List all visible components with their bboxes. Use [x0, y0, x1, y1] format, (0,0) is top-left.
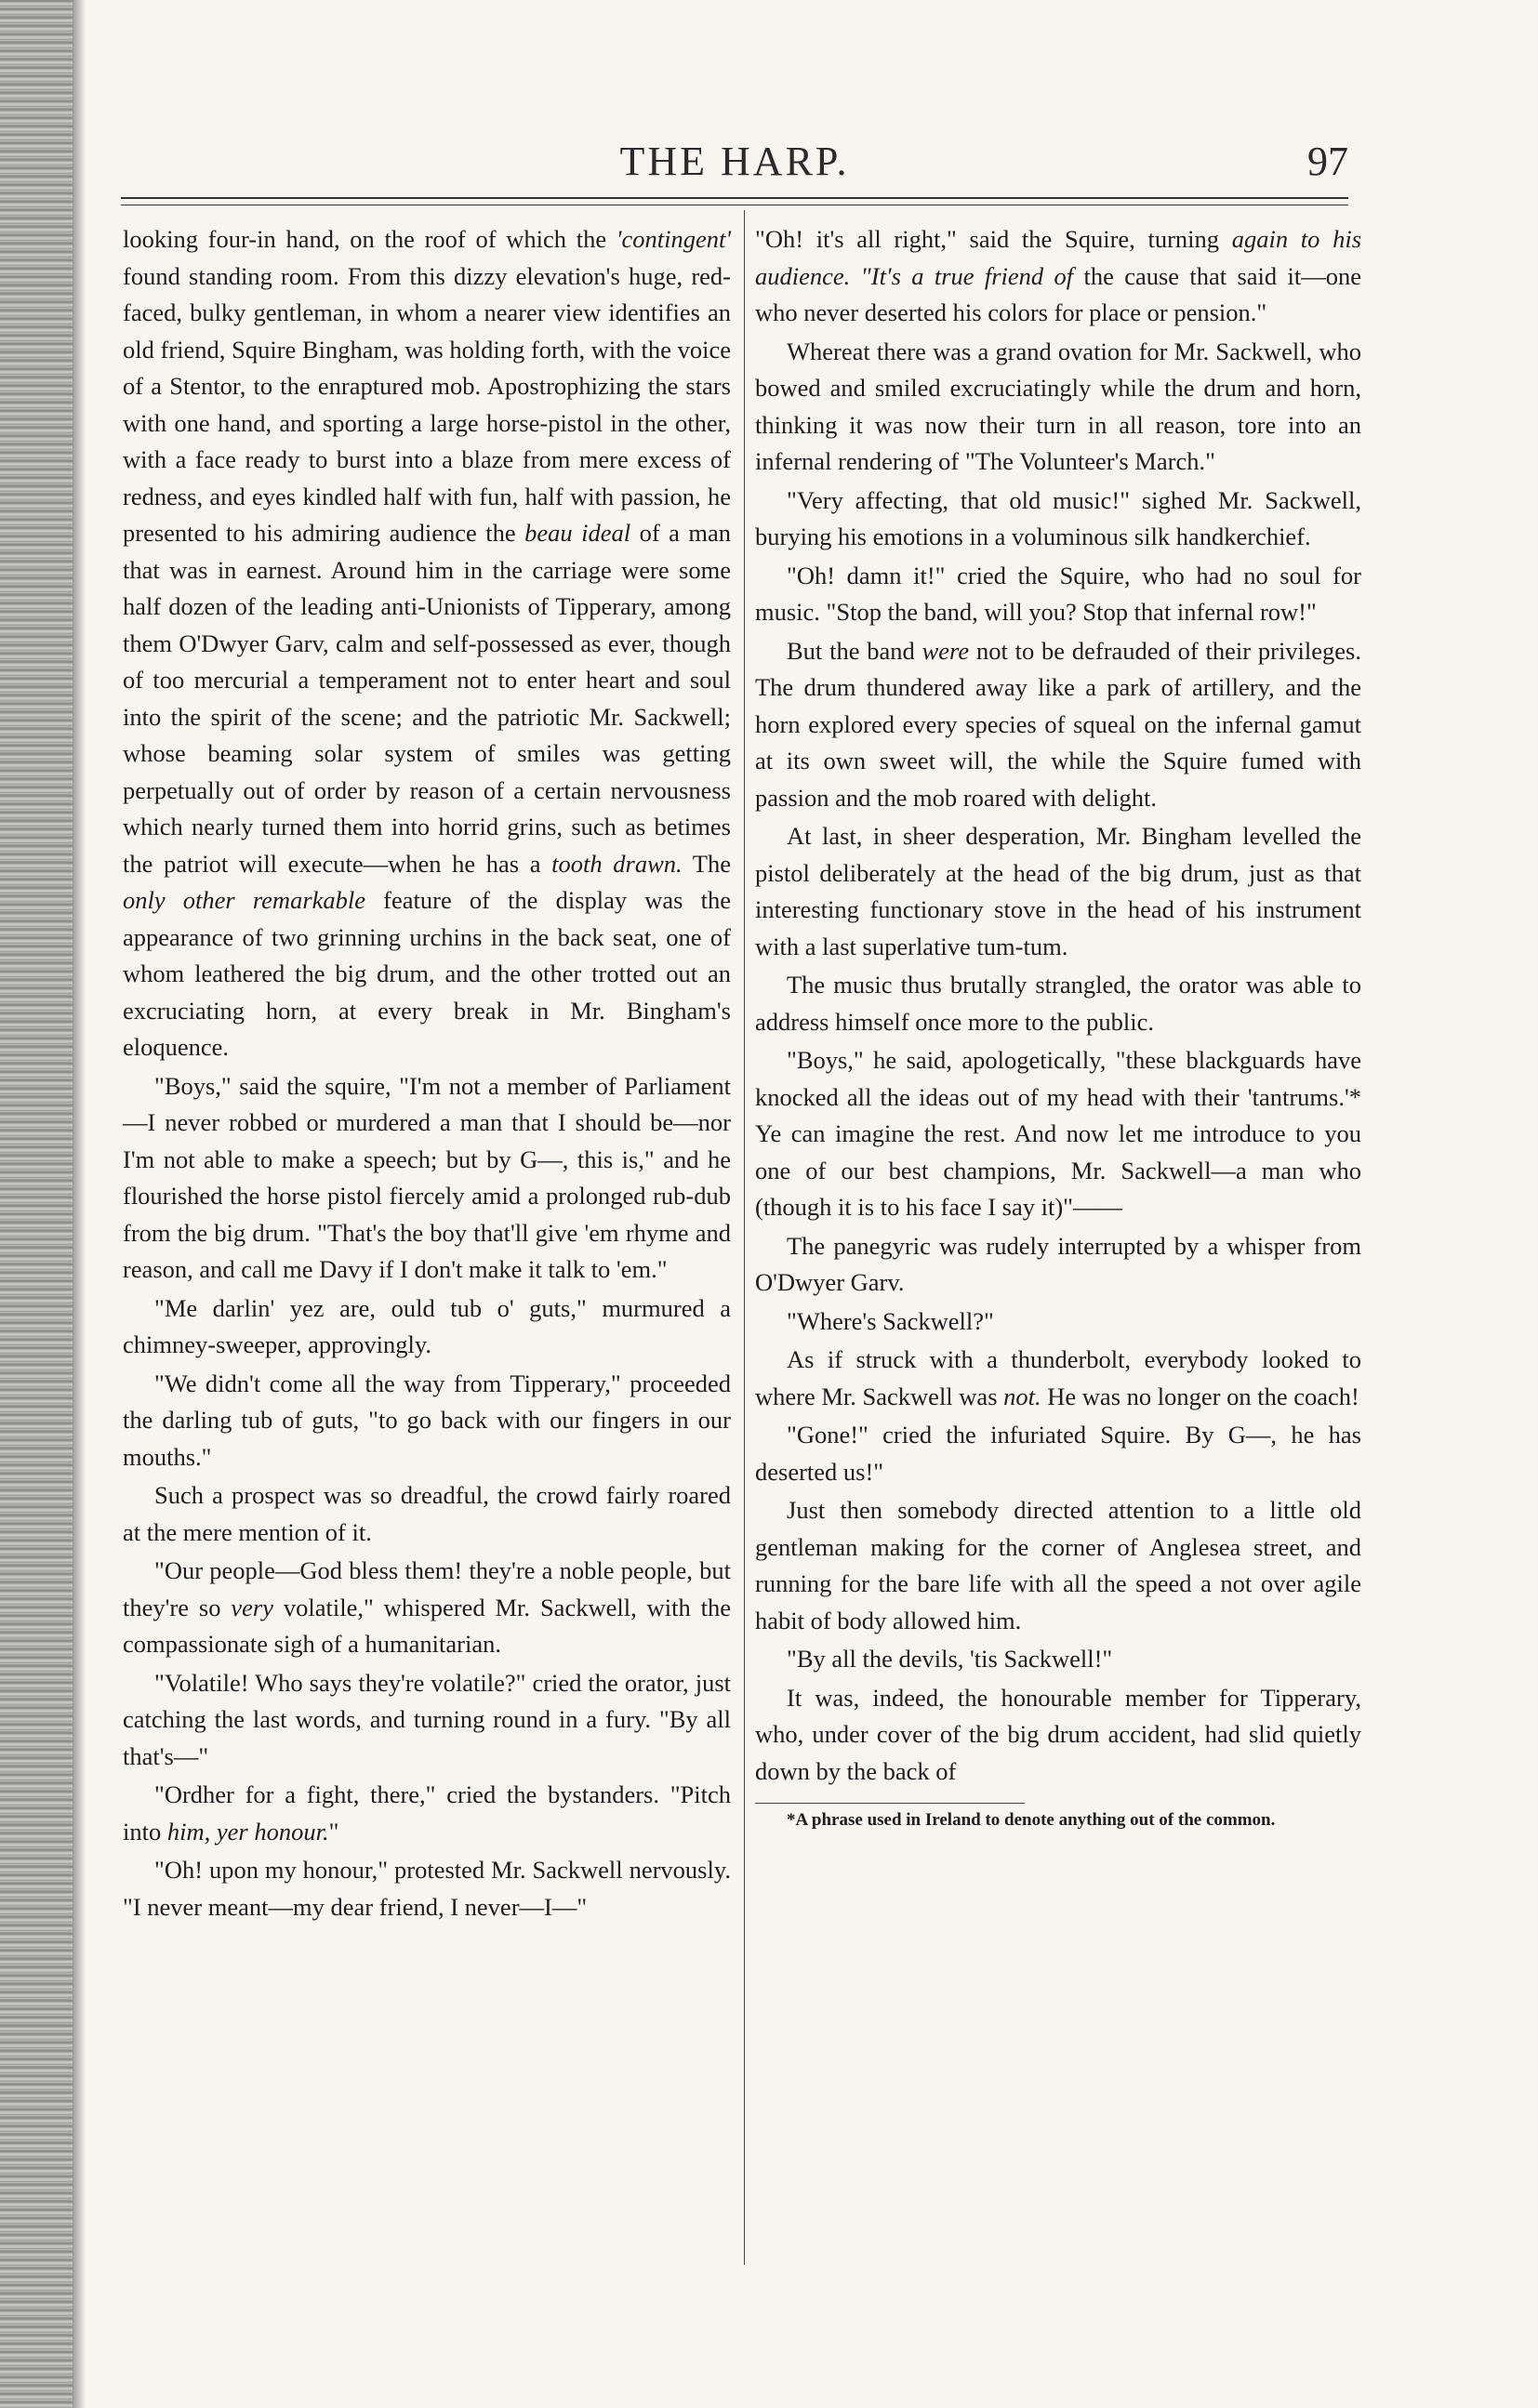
paragraph — [755, 558, 1361, 631]
text-run: "Volatile! Who says they're volatile?" cried the orator, just catching the last words, and turning round in a fury. "By all that's—" — [123, 1668, 731, 1770]
right-column-text — [755, 221, 1361, 1790]
paragraph — [755, 483, 1361, 556]
paragraph — [123, 1553, 731, 1663]
paragraph — [755, 967, 1361, 1040]
text-run: The music thus brutally strangled, the orator was able to address himself once more to the public. — [755, 971, 1361, 1036]
text-run: "Boys," he said, apologetically, "these blackguards have knocked all the ideas out of my head with their 'tantrums.'* Ye can imagine the rest. And now let me introduce to you one of our best champions, Mr. Sackwell—a man who (though it is to his face I say it)"—— — [755, 1046, 1361, 1221]
text-run: At last, in sheer desperation, Mr. Bingham levelled the pistol deliberately at the head of the big drum, just as that interesting functionary stove in the head of his instrument with a last superlative tum-tum. — [755, 822, 1361, 960]
italic-text: tooth drawn. — [551, 849, 683, 878]
text-run: "Gone!" cried the infuriated Squire. By G—, he has deserted us!" — [755, 1421, 1361, 1486]
text-run: "Boys," said the squire, "I'm not a member of Parliament—I never robbed or murdered a man that I should be—nor I'm not able to make a speech; but by G—, this is," and he flourished the horse pistol fiercely amid a prolonged rub-dub from the big drum. "That's the boy that'll give 'em rhyme and reason, and call me Davy if I don't make it talk to 'em." — [123, 1071, 731, 1283]
right-column — [755, 221, 1361, 1832]
paragraph — [755, 1417, 1361, 1490]
text-run: "Where's Sackwell?" — [787, 1306, 994, 1335]
book-spine-shadow — [0, 0, 73, 2408]
column-divider — [744, 210, 745, 2265]
text-run: "By all the devils, 'tis Sackwell!" — [787, 1645, 1113, 1673]
page-number: 97 — [1307, 139, 1348, 184]
text-run: of a man that was in earnest. Around him in the carriage were some half dozen of the leading anti-Unionists of Tipperary, among them O'Dwyer Garv, calm and self-possessed as ever, though of too mercurial a temperament not to enter heart and soul into the spirit of the scene; and the patriotic Mr. Sackwell; whose beaming solar system of smiles was getting perpetually out of order by reason of a certain nervousness which nearly turned them into horrid grins, such as betimes the patriot will execute—when he has a — [123, 519, 731, 878]
paragraph — [755, 1042, 1361, 1226]
paragraph — [123, 1665, 731, 1776]
paragraph — [755, 1680, 1361, 1791]
text-run: "Our people—God bless them! they're a noble people, but they're so — [123, 1556, 731, 1621]
paragraph — [123, 221, 731, 1066]
paragraph — [123, 1777, 731, 1850]
paragraph — [755, 633, 1361, 817]
text-run: not to be defrauded of their privileges. The drum thundered away like a park of artillery, and the horn explored every species of squeal on the infernal gamut at its own sweet will, the while the Squire fumed with passion and the mob roared with delight. — [755, 636, 1361, 812]
text-run: Such a prospect was so dreadful, the crowd fairly roared at the mere mention of it. — [123, 1481, 731, 1546]
text-run: "Oh! it's all right," said the Squire, turning — [755, 225, 1232, 253]
paragraph — [755, 1641, 1361, 1678]
paragraph — [123, 1366, 731, 1476]
italic-text: 'contingent' — [616, 225, 731, 253]
text-run: "Me darlin' yez are, ould tub o' guts," murmured a chimney-sweeper, approvingly. — [123, 1293, 731, 1358]
paragraph — [755, 1228, 1361, 1302]
text-run: " — [328, 1817, 339, 1846]
italic-text: were — [921, 636, 970, 665]
paragraph — [123, 1852, 731, 1925]
paragraph — [123, 1290, 731, 1364]
italic-text: beau ideal — [524, 519, 631, 547]
header-rule-thick — [121, 197, 1348, 199]
text-run: Just then somebody directed attention to a little old gentleman making for the corner of Anglesea street, and running for the bare life with all the speed a not over agile habit of body allowed him. — [755, 1496, 1361, 1634]
paragraph — [755, 818, 1361, 965]
text-run: "We didn't come all the way from Tipperary," proceeded the darling tub of guts, "to go back with our fingers in our mouths." — [123, 1369, 731, 1471]
text-run: The — [682, 849, 731, 878]
text-run: Whereat there was a grand ovation for Mr. Sackwell, who bowed and smiled excruciatingly while the drum and horn, thinking it was now their turn in all reason, tore into an infernal rendering of "The Volunteer's March." — [755, 337, 1361, 475]
journal-title: THE HARP. — [619, 139, 850, 184]
footnote-rule — [755, 1803, 1025, 1804]
italic-text: him, yer honour. — [166, 1817, 329, 1846]
text-run: the cause that said it—one who never deserted his colors for place or pension." — [755, 261, 1361, 326]
text-run: "Oh! damn it!" cried the Squire, who had no soul for music. "Stop the band, will you? Stop that infernal row!" — [755, 561, 1361, 626]
footnote: *A phrase used in Ireland to denote anything out of the common. — [787, 1810, 1276, 1830]
text-run: He was no longer on the coach! — [1041, 1382, 1359, 1410]
paragraph — [755, 334, 1361, 481]
text-run: feature of the display was the appearance of two grinning urchins in the back seat, one of whom leathered the big drum, and the other trotted out an excruciating horn, at every break in Mr. Bingham's eloquence. — [123, 886, 731, 1061]
paragraph — [755, 1303, 1361, 1341]
text-run: The panegyric was rudely interrupted by a whisper from O'Dwyer Garv. — [755, 1231, 1361, 1296]
gutter-shadow — [73, 0, 86, 2408]
italic-text: very — [231, 1593, 273, 1621]
italic-text: again to his audience. "It's a true friend of — [755, 225, 1362, 290]
text-run: "Oh! upon my honour," protested Mr. Sackwell nervously. "I never meant—my dear friend, I never—I—" — [123, 1856, 731, 1921]
text-run: looking four-in hand, on the roof of which the — [123, 225, 617, 253]
running-header — [121, 138, 1348, 193]
paragraph — [755, 1492, 1361, 1639]
text-run: found standing room. From this dizzy elevation's huge, red-faced, bulky gentleman, in whom a nearer view identifies an old friend, Squire Bingham, was holding forth, with the voice of a Stentor, to the enraptured mob. Apostrophizing the stars with one hand, and sporting a large horse-pistol in the other, with a face ready to burst into a blaze from mere excess of redness, and eyes kindled half with fun, half with passion, he presented to his admiring audience the — [123, 261, 731, 547]
italic-text: only other remarkable — [123, 886, 366, 914]
paragraph — [755, 221, 1361, 332]
paragraph — [123, 1068, 731, 1289]
paragraph — [755, 1342, 1361, 1415]
text-run: "Ordher for a fight, there," cried the bystanders. "Pitch into — [123, 1780, 731, 1846]
text-run: As if struck with a thunderbolt, everybody looked to where Mr. Sackwell was — [755, 1345, 1361, 1410]
left-column — [123, 221, 731, 1925]
italic-text: not. — [1003, 1382, 1041, 1410]
text-run: "Very affecting, that old music!" sighed Mr. Sackwell, burying his emotions in a voluminous silk handkerchief. — [755, 485, 1361, 550]
text-run: But the band — [787, 636, 922, 665]
text-run: volatile," whispered Mr. Sackwell, with the compassionate sigh of a humanitarian. — [123, 1593, 731, 1658]
paragraph — [123, 1477, 731, 1551]
text-run: It was, indeed, the honourable member for Tipperary, who, under cover of the big drum accident, had slid quietly down by the back of — [755, 1683, 1361, 1785]
